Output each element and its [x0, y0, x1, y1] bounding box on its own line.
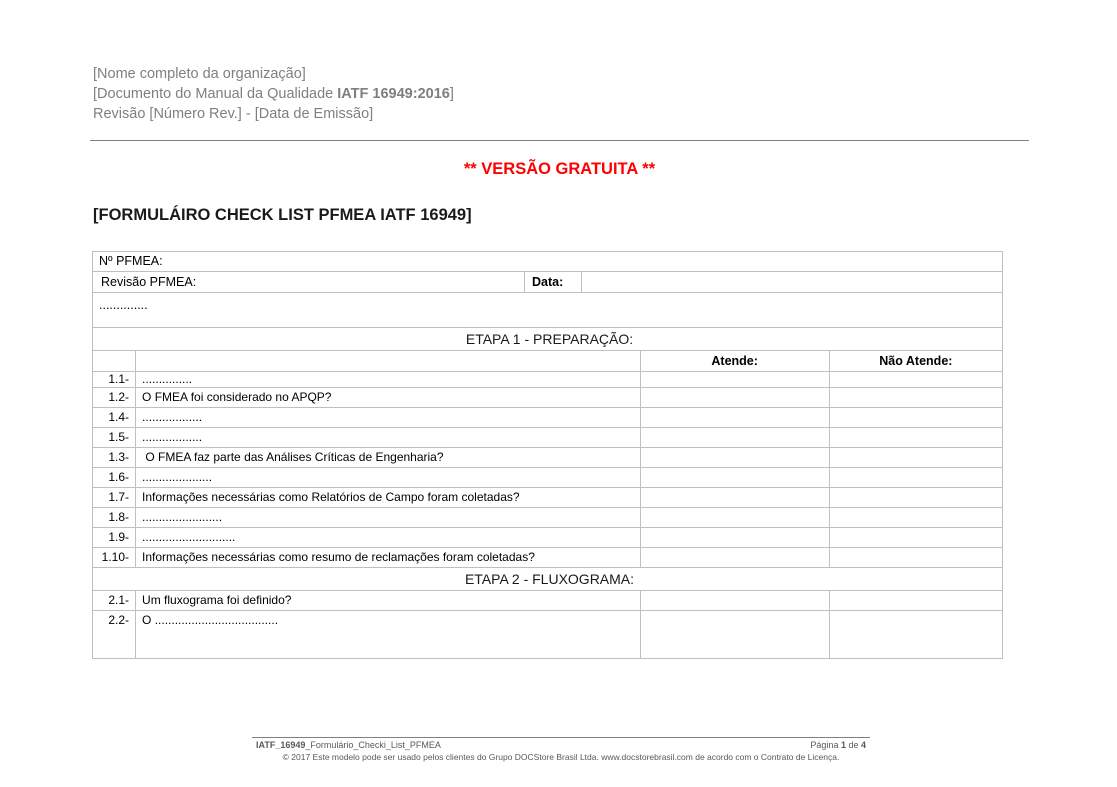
not-attends-cell[interactable]: [829, 508, 1002, 528]
not-attends-cell[interactable]: [829, 548, 1002, 568]
date-label: Data:: [525, 272, 582, 292]
revision-info: Revisão [Número Rev.] - [Data de Emissão]: [93, 106, 374, 122]
item-question: ............................: [136, 528, 641, 548]
attends-cell[interactable]: [640, 372, 829, 388]
date-field[interactable]: [582, 272, 1002, 292]
attends-cell[interactable]: [640, 448, 829, 468]
item-number: 1.6-: [93, 468, 136, 488]
document-name: [Documento do Manual da Qualidade IATF 16949:2016]: [93, 86, 454, 102]
free-version-banner: ** VERSÃO GRATUITA **: [463, 160, 656, 178]
attends-cell[interactable]: [640, 388, 829, 408]
checklist-row: [93, 548, 1003, 568]
copyright-notice: © 2017 Este modelo pode ser usado pelos clientes do Grupo DOCStore Brasil Ltda. www.docstorebrasil.com de acordo com o Contrato de Licença.: [282, 752, 840, 762]
checklist-row: [93, 488, 1003, 508]
checklist-row: [93, 428, 1003, 448]
stage-2-title: ETAPA 2 - FLUXOGRAMA:: [93, 568, 1003, 591]
item-question: O .....................................: [136, 611, 641, 659]
attends-cell[interactable]: [640, 508, 829, 528]
checklist-row: [93, 388, 1003, 408]
item-number: 1.9-: [93, 528, 136, 548]
organization-name: [Nome completo da organização]: [93, 66, 306, 82]
document-header: [93, 64, 454, 124]
not-attends-cell[interactable]: [829, 528, 1002, 548]
checklist-row: [93, 408, 1003, 428]
not-attends-cell[interactable]: [829, 488, 1002, 508]
pfmea-revision-row: [93, 272, 1003, 293]
not-attends-cell[interactable]: [829, 611, 1002, 659]
checklist-row: [93, 611, 1003, 659]
attends-cell[interactable]: [640, 428, 829, 448]
pfmea-revision-field[interactable]: Revisão PFMEA:: [93, 272, 525, 292]
attends-cell[interactable]: [640, 528, 829, 548]
checklist-row: [93, 468, 1003, 488]
item-question: ..................: [136, 408, 641, 428]
stage-1-title: ETAPA 1 - PREPARAÇÃO:: [93, 328, 1003, 351]
notes-field[interactable]: ..............: [93, 293, 1003, 328]
checklist-row: [93, 591, 1003, 611]
col-number-header: [93, 351, 136, 372]
col-question-header: [136, 351, 641, 372]
attends-cell[interactable]: [640, 408, 829, 428]
item-number: 2.2-: [93, 611, 136, 659]
item-number: 2.1-: [93, 591, 136, 611]
item-number: 1.2-: [93, 388, 136, 408]
pfmea-checklist-table: [92, 251, 1003, 659]
item-number: 1.5-: [93, 428, 136, 448]
item-number: 1.4-: [93, 408, 136, 428]
item-number: 1.7-: [93, 488, 136, 508]
checklist-row: [93, 508, 1003, 528]
item-question: Informações necessárias como resumo de reclamações foram coletadas?: [136, 548, 641, 568]
column-header-row: [93, 351, 1003, 372]
col-attends-header: Atende:: [640, 351, 829, 372]
item-number: 1.10-: [93, 548, 136, 568]
not-attends-cell[interactable]: [829, 448, 1002, 468]
item-number: 1.3-: [93, 448, 136, 468]
attends-cell[interactable]: [640, 468, 829, 488]
standard-name: IATF 16949:2016: [337, 86, 450, 102]
footer-filename: IATF_16949_Formulário_Checki_List_PFMEA: [256, 740, 441, 750]
not-attends-cell[interactable]: [829, 372, 1002, 388]
item-question: .....................: [136, 468, 641, 488]
item-question: Informações necessárias como Relatórios de Campo foram coletadas?: [136, 488, 641, 508]
notes-row: [93, 293, 1003, 328]
not-attends-cell[interactable]: [829, 468, 1002, 488]
pfmea-number-field[interactable]: Nº PFMEA:: [93, 252, 1003, 272]
pfmea-number-row: [93, 252, 1003, 272]
checklist-row: [93, 528, 1003, 548]
checklist-row: [93, 372, 1003, 388]
attends-cell[interactable]: [640, 611, 829, 659]
page-title: [FORMULÁIRO CHECK LIST PFMEA IATF 16949]: [93, 206, 472, 224]
item-number: 1.8-: [93, 508, 136, 528]
header-divider: [90, 140, 1029, 141]
not-attends-cell[interactable]: [829, 388, 1002, 408]
item-question: ........................: [136, 508, 641, 528]
attends-cell[interactable]: [640, 591, 829, 611]
item-question: ...............: [136, 372, 641, 388]
item-question: O FMEA faz parte das Análises Críticas de Engenharia?: [136, 448, 641, 468]
stage-1-header: [93, 328, 1003, 351]
page-number: Página 1 de 4: [810, 740, 866, 750]
item-question: Um fluxograma foi definido?: [136, 591, 641, 611]
not-attends-cell[interactable]: [829, 428, 1002, 448]
item-number: 1.1-: [93, 372, 136, 388]
col-not-attends-header: Não Atende:: [829, 351, 1002, 372]
stage-2-header: [93, 568, 1003, 591]
item-question: O FMEA foi considerado no APQP?: [136, 388, 641, 408]
item-question: ..................: [136, 428, 641, 448]
checklist-row: [93, 448, 1003, 468]
page-footer: [252, 737, 870, 763]
not-attends-cell[interactable]: [829, 591, 1002, 611]
attends-cell[interactable]: [640, 548, 829, 568]
attends-cell[interactable]: [640, 488, 829, 508]
not-attends-cell[interactable]: [829, 408, 1002, 428]
